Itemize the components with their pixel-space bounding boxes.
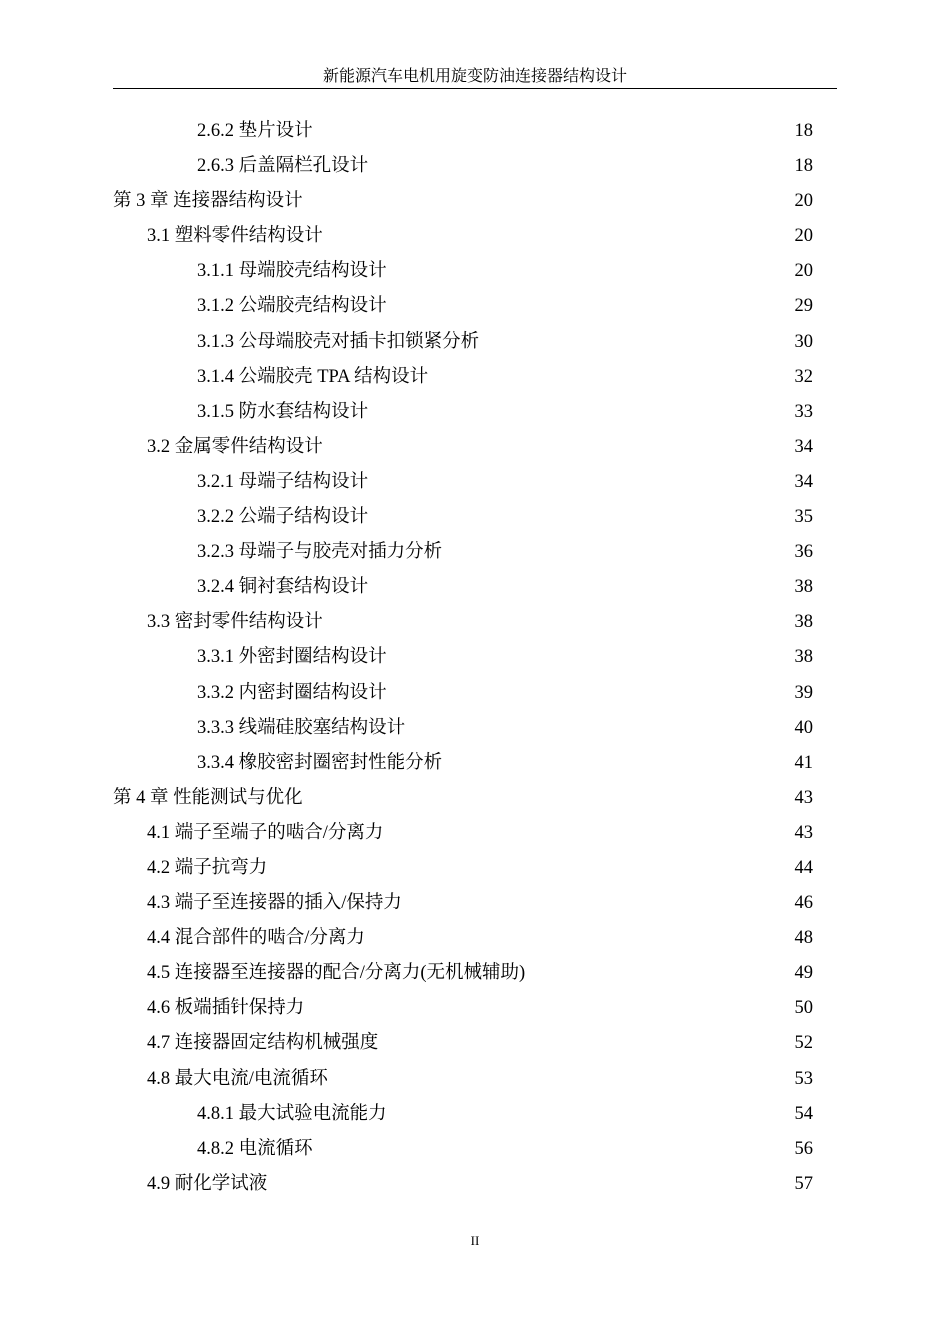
toc-entry-page-number: 30	[794, 331, 813, 352]
toc-entry[interactable]	[0, 360, 950, 395]
toc-entry-page-number: 34	[794, 436, 813, 457]
toc-entry-label: 3.2.3 母端子与胶壳对插力分析	[197, 542, 443, 563]
toc-entry-label: 3.3.2 内密封圈结构设计	[197, 682, 387, 703]
toc-entry[interactable]	[0, 781, 950, 816]
toc-entry[interactable]	[0, 535, 950, 570]
toc-entry-page-number: 52	[794, 1033, 813, 1054]
toc-entry[interactable]	[0, 219, 950, 254]
toc-entry-page-number: 18	[794, 156, 813, 177]
toc-entry[interactable]	[0, 149, 950, 184]
toc-entry-label: 4.7 连接器固定结构机械强度	[147, 1033, 379, 1054]
toc-entry-page-number: 33	[794, 401, 813, 422]
page-number: II	[470, 1233, 480, 1248]
toc-entry-label: 4.3 端子至连接器的插入/保持力	[147, 893, 402, 914]
toc-entry-page-number: 46	[794, 893, 813, 914]
toc-entry-page-number: 43	[794, 787, 813, 808]
toc-entry-page-number: 39	[794, 682, 813, 703]
toc-entry-page-number: 18	[794, 121, 813, 141]
toc-entry-label: 4.1 端子至端子的啮合/分离力	[147, 822, 384, 843]
toc-entry[interactable]	[0, 640, 950, 675]
toc-entry[interactable]	[0, 1132, 950, 1167]
toc-entry[interactable]	[0, 465, 950, 500]
toc-entry-page-number: 50	[794, 998, 813, 1019]
toc-entry[interactable]	[0, 1097, 950, 1132]
toc-entry-page-number: 38	[794, 577, 813, 598]
header-divider	[113, 88, 837, 89]
toc-entry-label: 3.2.2 公端子结构设计	[197, 507, 369, 528]
toc-entry[interactable]	[0, 711, 950, 746]
toc-entry-label: 2.6.2 垫片设计	[197, 121, 313, 141]
toc-entry[interactable]	[0, 1026, 950, 1061]
toc-entry-label: 4.8 最大电流/电流循环	[147, 1068, 328, 1089]
toc-entry[interactable]	[0, 991, 950, 1026]
toc-entry-page-number: 41	[794, 752, 813, 773]
toc-entry[interactable]	[0, 956, 950, 991]
toc-entry-page-number: 35	[794, 507, 813, 528]
toc-entry-label: 4.8.1 最大试验电流能力	[197, 1103, 387, 1124]
toc-entry[interactable]	[0, 114, 950, 149]
toc-entry-label: 3.3.3 线端硅胶塞结构设计	[197, 717, 406, 738]
toc-entry-label: 4.2 端子抗弯力	[147, 857, 268, 878]
toc-entry[interactable]	[0, 921, 950, 956]
toc-entry-page-number: 38	[794, 612, 813, 633]
toc-entry-label: 第 4 章 性能测试与优化	[113, 787, 303, 808]
toc-entry-label: 4.8.2 电流循环	[197, 1138, 313, 1159]
toc-entry-page-number: 54	[794, 1103, 813, 1124]
toc-entry[interactable]	[0, 395, 950, 430]
toc-entry-label: 4.5 连接器至连接器的配合/分离力(无机械辅助)	[147, 963, 526, 984]
toc-entry[interactable]	[0, 1062, 950, 1097]
table-of-contents	[0, 114, 950, 1202]
toc-entry-label: 3.1.3 公母端胶壳对插卡扣锁紧分析	[197, 331, 480, 352]
toc-entry-page-number: 44	[794, 857, 813, 878]
toc-entry-page-number: 57	[794, 1173, 813, 1194]
toc-entry[interactable]	[0, 886, 950, 921]
toc-entry-page-number: 49	[794, 963, 813, 984]
toc-entry-label: 3.3.4 橡胶密封圈密封性能分析	[197, 752, 443, 773]
toc-entry[interactable]	[0, 289, 950, 324]
toc-entry-page-number: 38	[794, 647, 813, 668]
toc-entry-label: 第 3 章 连接器结构设计	[113, 191, 303, 212]
toc-entry-page-number: 20	[794, 261, 813, 282]
toc-entry[interactable]	[0, 1167, 950, 1202]
toc-entry-page-number: 36	[794, 542, 813, 563]
toc-entry-label: 2.6.3 后盖隔栏孔设计	[197, 156, 369, 177]
toc-entry-page-number: 53	[794, 1068, 813, 1089]
toc-entry-label: 3.1 塑料零件结构设计	[147, 226, 323, 247]
toc-entry-label: 3.1.4 公端胶壳 TPA 结构设计	[197, 366, 429, 387]
toc-entry-label: 3.3 密封零件结构设计	[147, 612, 323, 633]
toc-entry[interactable]	[0, 325, 950, 360]
toc-entry[interactable]	[0, 570, 950, 605]
toc-entry[interactable]	[0, 816, 950, 851]
toc-entry[interactable]	[0, 851, 950, 886]
toc-entry-page-number: 40	[794, 717, 813, 738]
toc-entry[interactable]	[0, 605, 950, 640]
toc-entry-page-number: 20	[794, 226, 813, 247]
toc-entry[interactable]	[0, 254, 950, 289]
toc-entry-label: 3.1.2 公端胶壳结构设计	[197, 296, 387, 317]
toc-entry[interactable]	[0, 430, 950, 465]
toc-entry-label: 3.3.1 外密封圈结构设计	[197, 647, 387, 668]
toc-entry-page-number: 56	[794, 1138, 813, 1159]
toc-entry[interactable]	[0, 184, 950, 219]
toc-entry-page-number: 29	[794, 296, 813, 317]
toc-entry-label: 4.6 板端插针保持力	[147, 998, 305, 1019]
toc-entry-page-number: 48	[794, 928, 813, 949]
toc-entry-label: 3.1.5 防水套结构设计	[197, 401, 369, 422]
toc-entry[interactable]	[0, 676, 950, 711]
toc-entry-page-number: 20	[794, 191, 813, 212]
toc-entry[interactable]	[0, 500, 950, 535]
document-header-title: 新能源汽车电机用旋变防油连接器结构设计	[322, 68, 627, 85]
toc-entry-page-number: 43	[794, 822, 813, 843]
toc-entry[interactable]	[0, 746, 950, 781]
toc-entry-page-number: 34	[794, 471, 813, 492]
toc-entry-page-number: 32	[794, 366, 813, 387]
toc-entry-label: 3.1.1 母端胶壳结构设计	[197, 261, 387, 282]
toc-entry-label: 4.9 耐化学试液	[147, 1173, 268, 1194]
toc-entry-label: 4.4 混合部件的啮合/分离力	[147, 928, 365, 949]
toc-entry-label: 3.2.4 铜衬套结构设计	[197, 577, 369, 598]
toc-entry-label: 3.2.1 母端子结构设计	[197, 471, 369, 492]
toc-entry-label: 3.2 金属零件结构设计	[147, 436, 323, 457]
